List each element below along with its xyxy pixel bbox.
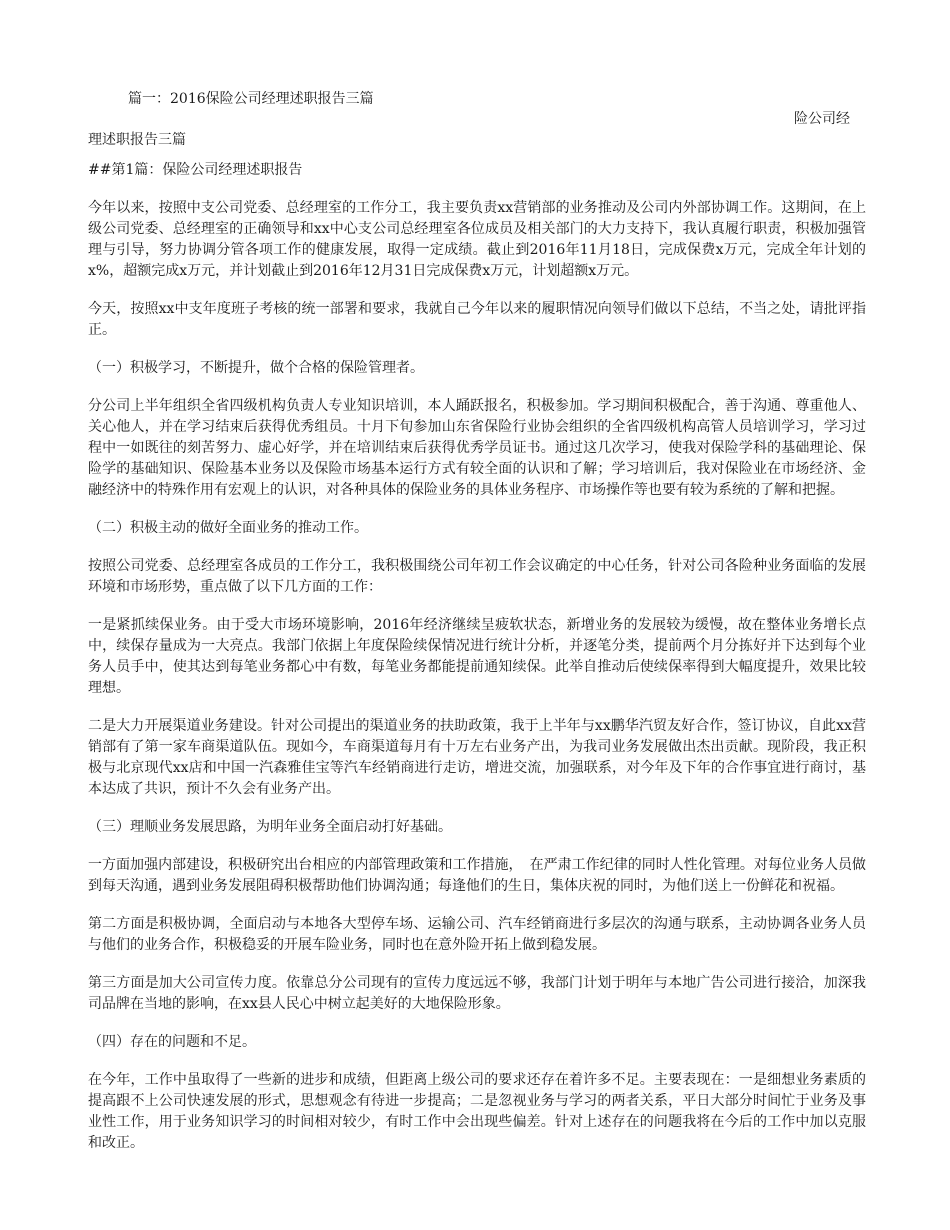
paragraph: 按照公司党委、总经理室各成员的工作分工，我积极围绕公司年初工作会议确定的中心任务，针对公司各险种业务面临的发展环境和市场形势，重点做了以下几方面的工作：	[88, 558, 866, 595]
subsection-heading: （一）积极学习，不断提升，做个合格的保险管理者。	[88, 360, 424, 376]
document-body	[88, 160, 866, 1171]
paragraph: 分公司上半年组织全省四级机构负责人专业知识培训，本人踊跃报名，积极参加。学习期间积极配合，善于沟通、尊重他人、关心他人，并在学习结束后获得优秀组员。十月下旬参加山东省保险行业协会组织的全省四级机构高管人员培训学习，学习过程中一如既往的刻苦努力、虚心好学，并在培训结束后获得优秀学员证书。通过这几次学习，使我对保险学科的基础理论、保险学的基础知识、保险基本业务以及保险市场基本运行方式有较全面的认识和了解；学习培训后，我对保险业在市场经济、金融经济中的特殊作用有宏观上的认识，对各种具体的保险业务的具体业务程序、市场操作等也要有较为系统的了解和把握。	[88, 398, 866, 498]
section-heading: ##第1篇：保险公司经理述职报告	[88, 162, 303, 178]
paragraph: 一是紧抓续保业务。由于受大市场环境影响，2016年经济继续呈疲软状态，新增业务的发展较为缓慢，故在整体业务增长点中，续保存量成为一大亮点。我部门依据上年度保险续保情况进行统计分析，并逐笔分类，提前两个月分拣好并下达到每个业务人员手中，使其达到每笔业务都心中有数，每笔业务都能提前通知续保。此举自推动后使续保率得到大幅度提升，效果比较理想。	[88, 617, 866, 696]
paragraph: 今年以来，按照中支公司党委、总经理室的工作分工，我主要负责xx营销部的业务推动及公司内外部协调工作。这期间，在上级公司党委、总经理室的正确领导和xx中心支公司总经理室各位成员及相关部门的大力支持下，我认真履行职责，积极加强管理与引导，努力协调分管各项工作的健康发展，取得一定成绩。截止到2016年11月18日，完成保费x万元，完成全年计划的x%，超额完成x万元，并计划截止到2016年12月31日完成保费x万元，计划超额x万元。	[88, 200, 866, 279]
paragraph: 二是大力开展渠道业务建设。针对公司提出的渠道业务的扶助政策，我于上半年与xx鹏华汽贸友好合作，签订协议，自此xx营销部有了第一家车商渠道队伍。现如今，车商渠道每月有十万左右业务产出，为我司业务发展做出杰出贡献。现阶段，我正积极与北京现代xx店和中国一汽森雅佳宝等汽车经销商进行走访，增进交流，加强联系，对今年及下年的合作事宜进行商讨，基本达成了共识，预计不久会有业务产出。	[88, 718, 866, 797]
subsection-heading: （三）理顺业务发展思路，为明年业务全面启动打好基础。	[88, 819, 452, 835]
paragraph: 一方面加强内部建设，积极研究出台相应的内部管理政策和工作措施， 在严肃工作纪律的同时人性化管理。对每位业务人员做到每天沟通，遇到业务发展阻碍积极帮助他们协调沟通；每逢他们的生日，集体庆祝的同时，为他们送上一份鲜花和祝福。	[88, 857, 866, 894]
title-fragment-right: 险公司经	[794, 111, 850, 127]
paragraph: 第三方面是加大公司宣传力度。依靠总分公司现有的宣传力度远远不够，我部门计划于明年与本地广告公司进行接洽，加深我司品牌在当地的影响，在xx县人民心中树立起美好的大地保险形象。	[88, 975, 866, 1012]
document-heading: 篇一：2016保险公司经理述职报告三篇	[128, 91, 374, 107]
paragraph: 第二方面是积极协调，全面启动与本地各大型停车场、运输公司、汽车经销商进行多层次的沟通与联系，主动协调各业务人员与他们的业务合作，积极稳妥的开展车险业务，同时也在意外险开拓上做到稳发展。	[88, 916, 866, 953]
subsection-heading: （四）存在的问题和不足。	[88, 1034, 256, 1050]
paragraph: 在今年，工作中虽取得了一些新的进步和成绩，但距离上级公司的要求还存在着许多不足。主要表现在：一是细想业务素质的提高跟不上公司快速发展的形式，思想观念有待进一步提高；二是忽视业务与学习的两者关系，平日大部分时间忙于业务及事业性工作，用于业务知识学习的时间相对较少，有时工作中会出现些偏差。针对上述存在的问题我将在今后的工作中加以克服和改正。	[88, 1072, 866, 1151]
subsection-heading: （二）积极主动的做好全面业务的推动工作。	[88, 520, 368, 536]
paragraph: 今天，按照xx中支年度班子考核的统一部署和要求，我就自己今年以来的履职情况向领导们做以下总结，不当之处，请批评指正。	[88, 301, 866, 338]
title-fragment-continued: 理述职报告三篇	[88, 132, 186, 148]
